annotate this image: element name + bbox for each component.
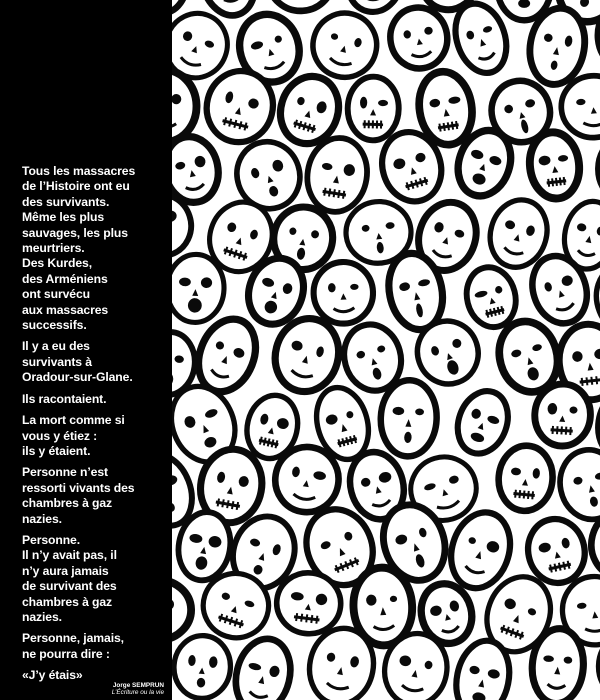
- poem-line: Tous les massacres: [22, 164, 136, 178]
- poem-line: ne pourra dire :: [22, 646, 110, 661]
- poem-line: chambres à gaz: [22, 594, 113, 609]
- skull-face: [172, 253, 225, 323]
- text-panel: [0, 0, 172, 700]
- stanza: [22, 631, 168, 662]
- skull-face: [554, 444, 600, 525]
- stanza: [22, 339, 168, 385]
- credit-book: L’Écriture ou la vie: [111, 689, 164, 696]
- skull-face: [172, 634, 233, 700]
- stanza: [22, 392, 168, 407]
- skull-face: [312, 261, 374, 325]
- poem-line: Même les plus: [22, 210, 105, 225]
- poem-line: Personne, jamais,: [22, 631, 124, 646]
- poem-line: chambres à gaz: [22, 496, 113, 511]
- poem-line: sauvages, les plus: [22, 225, 128, 240]
- poem-line: Il y a eu des: [22, 339, 90, 354]
- poem-line: Personne.: [22, 532, 81, 547]
- skull-face: [449, 384, 516, 460]
- poem-line: Oradour-sur-Glane.: [22, 370, 133, 385]
- skull-face: [533, 382, 592, 447]
- poem-line: successifs.: [22, 318, 87, 333]
- skulls-artwork: [172, 0, 600, 700]
- skull-face: [530, 627, 586, 700]
- skull-face: [496, 443, 556, 513]
- poem-line: des survivants.: [22, 194, 110, 209]
- skull-face: [266, 0, 335, 13]
- stanza: [22, 413, 168, 459]
- poem-line: Des Kurdes,: [22, 256, 93, 271]
- poem-line: Il n’y avait pas, il: [22, 548, 117, 563]
- skull-face: [229, 633, 298, 700]
- skull-face: [172, 132, 224, 208]
- poem-line: «J’y étais»: [22, 668, 83, 683]
- poem-line: nazies.: [22, 511, 62, 526]
- poem-line: vous y étiez :: [22, 428, 98, 443]
- poem-line: La mort comme si: [22, 413, 125, 428]
- skull-face: [172, 0, 188, 14]
- poem-line: aux massacres: [22, 302, 109, 317]
- credit: [112, 682, 164, 696]
- skull-face: [172, 579, 192, 641]
- poem-line: Ils racontaient.: [22, 391, 107, 406]
- poem-line: de l’Histoire ont eu: [22, 179, 130, 194]
- poem-line: de survivant des: [22, 579, 117, 594]
- skull-face: [526, 130, 582, 202]
- poem-line: des Arméniens: [22, 271, 108, 286]
- poem-line: survivants à: [22, 354, 92, 369]
- poem-line: Personne n’est: [22, 465, 108, 480]
- poem-line: meurtriers.: [22, 241, 85, 256]
- skull-face: [306, 6, 384, 84]
- poem-line: ils y étaient.: [22, 443, 91, 458]
- stanza: [22, 465, 168, 527]
- skull-face: [379, 379, 438, 457]
- poem-text: [22, 164, 168, 690]
- poem-line: n’y aura jamais: [22, 563, 109, 578]
- skull-face: [347, 76, 399, 141]
- skull-face: [386, 3, 452, 73]
- stanza: [22, 533, 168, 625]
- stanza: [22, 164, 168, 333]
- poem-line: nazies.: [22, 609, 62, 624]
- poem-line: ont survécu: [22, 287, 90, 302]
- skulls-drawing: [172, 0, 600, 700]
- credit-author: Jorge SEMPRUN: [112, 682, 164, 689]
- poem-line: ressorti vivants des: [22, 480, 135, 495]
